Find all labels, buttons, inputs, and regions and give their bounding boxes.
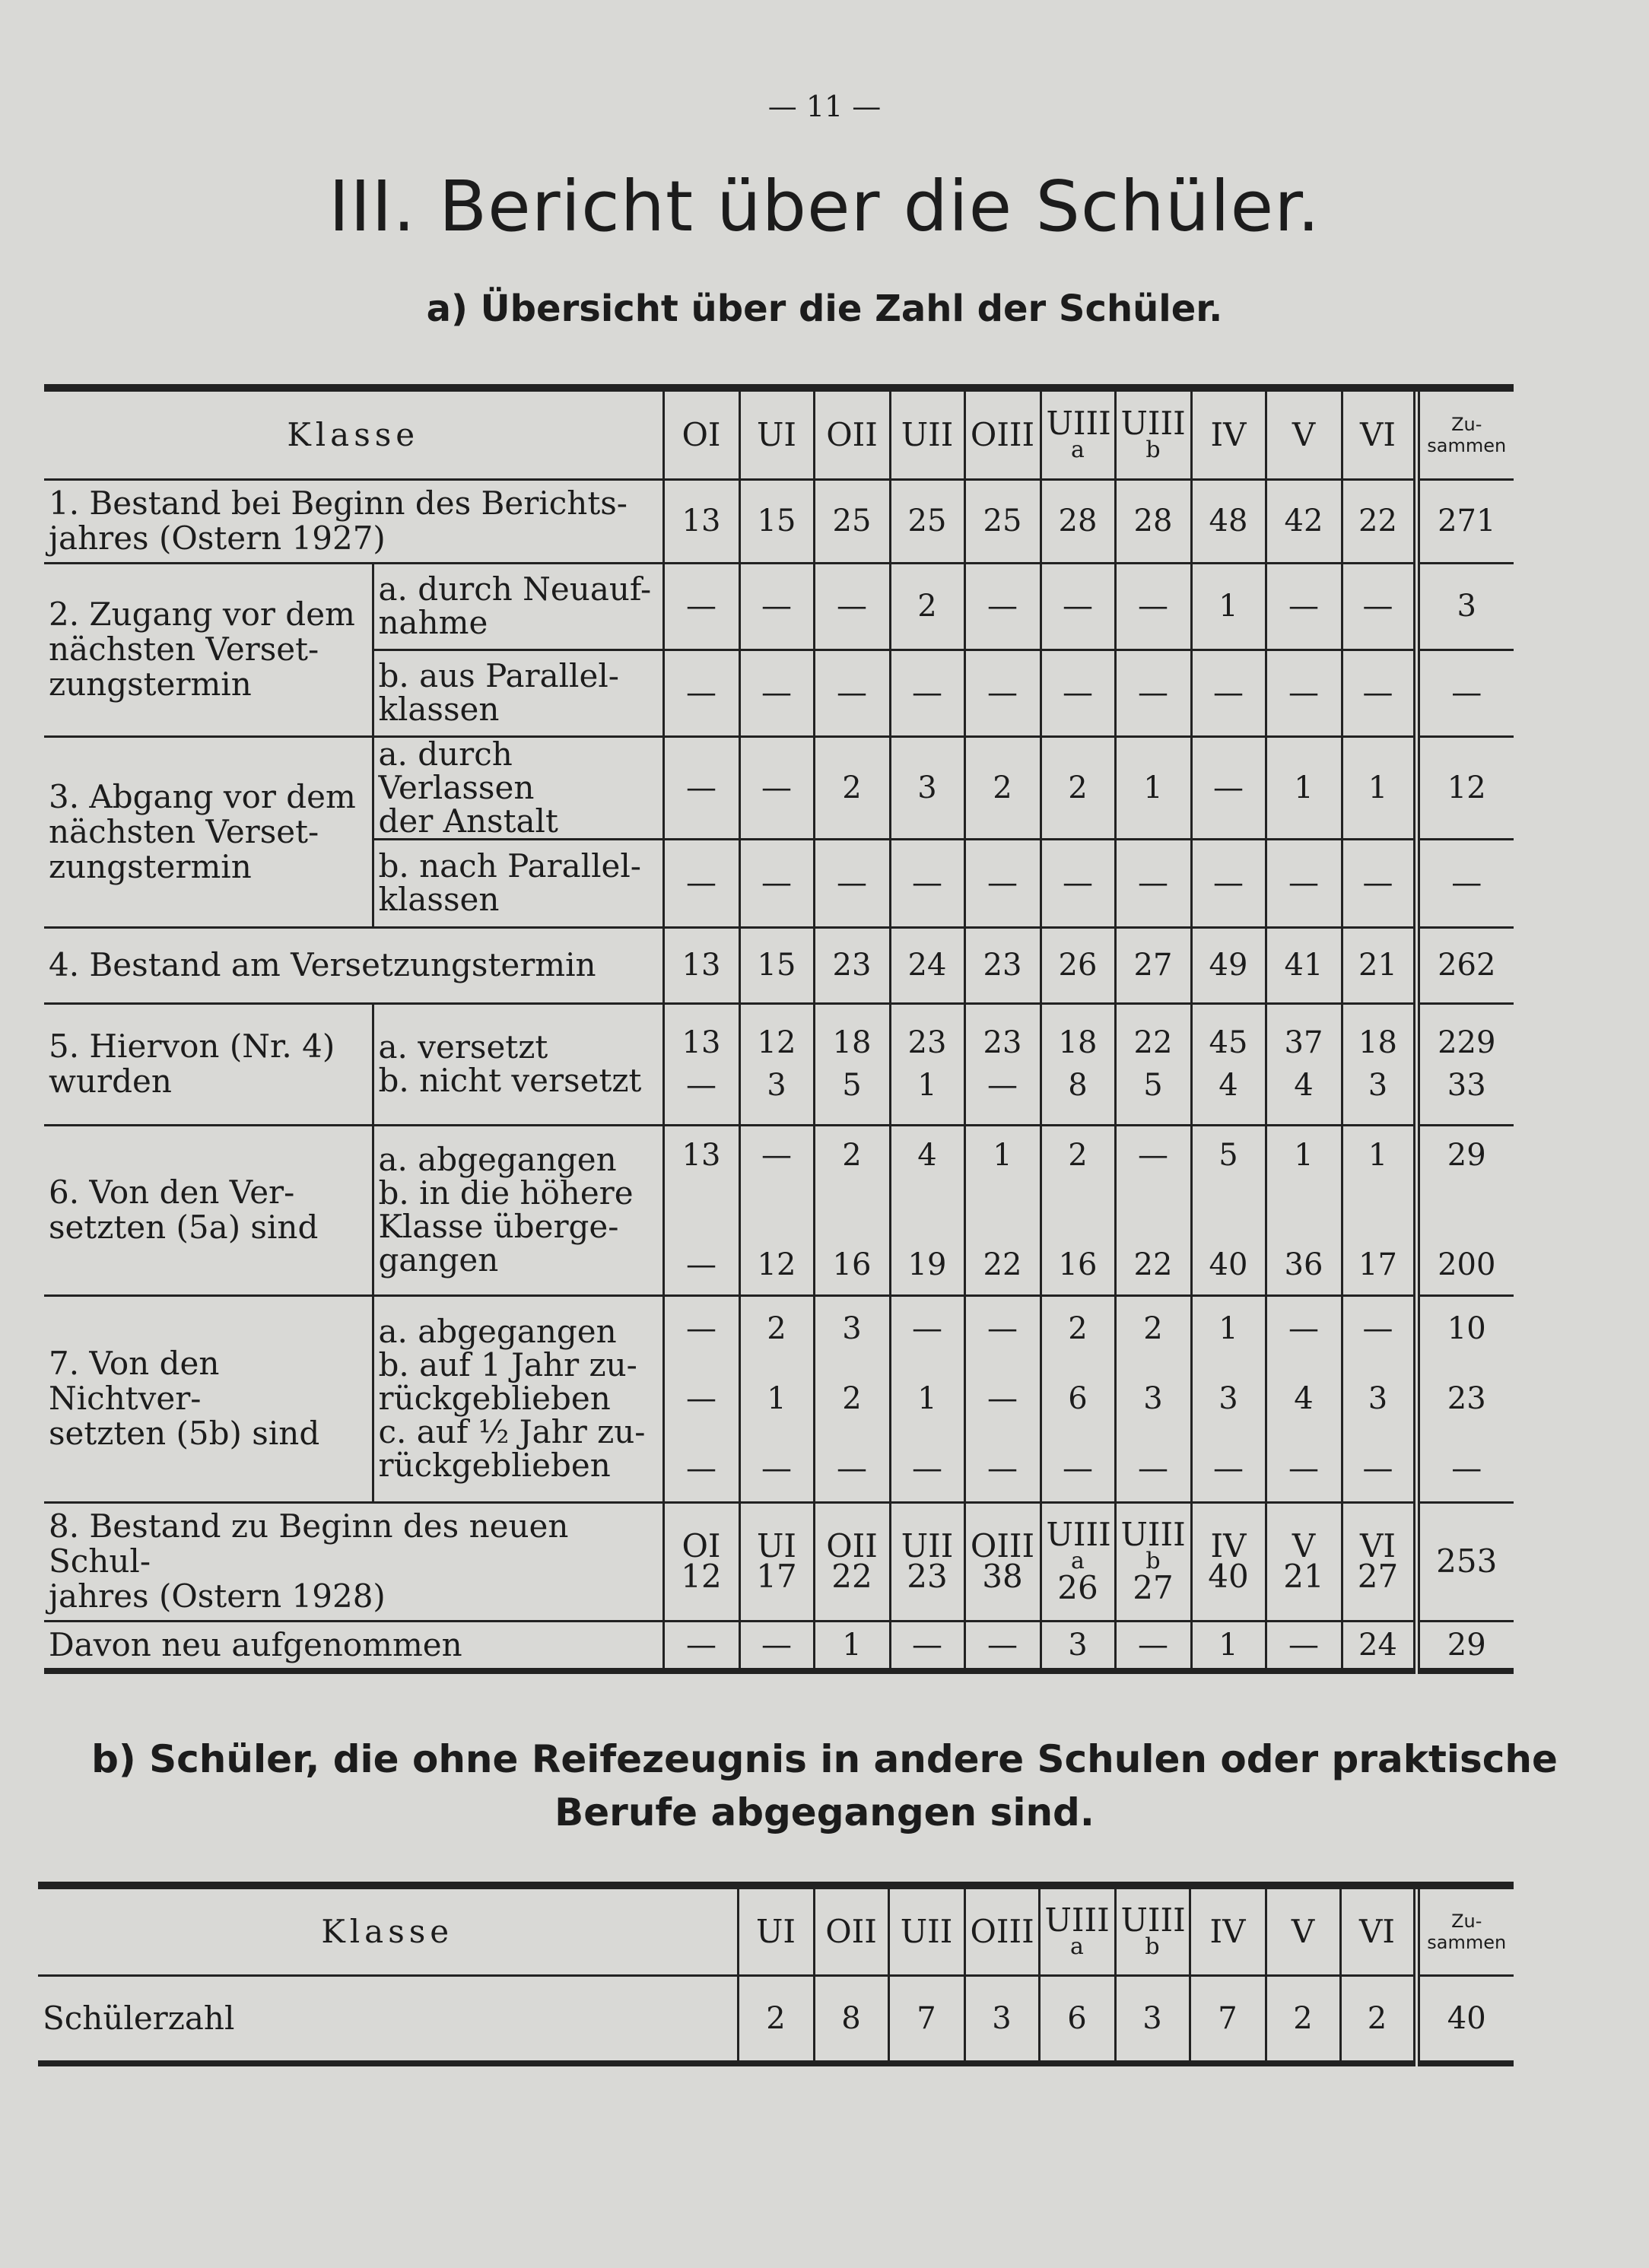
value-cell: — 4 — [1266, 1295, 1342, 1502]
value-cell: 37 4 [1266, 1003, 1342, 1125]
value-cell: 3 [1041, 1621, 1115, 1671]
value-cell: 1 3 — [1191, 1295, 1266, 1502]
header-class-cell: V [1266, 1885, 1340, 1975]
value-cell: — [1191, 736, 1266, 839]
sub-label: a. durch Verlassen der Anstalt [373, 736, 663, 839]
header-klasse: Klasse [287, 416, 420, 454]
row-label: 4. Bestand am Versetzungstermin [49, 946, 596, 983]
sub-label: a. abgegangen b. in die höhere Klasse überge- gangen [373, 1125, 663, 1295]
value-cell: — 22 [1115, 1125, 1191, 1295]
value-cell: — [739, 563, 814, 650]
total-cell: 40 [1416, 1975, 1514, 2063]
total-cell: 10 23 — [1416, 1295, 1514, 1502]
row-label: 6. Von den Ver- setzten (5a) sind [49, 1174, 319, 1246]
value-cell: 49 [1191, 927, 1266, 1003]
value-cell: OIII 38 [964, 1502, 1041, 1621]
header-class-cell: UIII b [1115, 388, 1191, 479]
value-cell: 23 — [964, 1003, 1041, 1125]
value-cell: 8 [814, 1975, 888, 2063]
value-cell: — [1266, 1621, 1342, 1671]
row-4 [44, 927, 1514, 1003]
header-class-cell: OIII [964, 1885, 1039, 1975]
value-cell: — [814, 650, 890, 736]
value-cell: 1 [1342, 736, 1416, 839]
value-cell: 28 [1115, 479, 1191, 563]
value-cell: — [1342, 563, 1416, 650]
total-cell: 271 [1416, 479, 1514, 563]
value-cell: 2 1 — [739, 1295, 814, 1502]
header-class-cell: VI [1342, 388, 1416, 479]
sub-label: a. versetzt b. nicht versetzt [373, 1003, 663, 1125]
table-header-row [38, 1885, 1514, 1975]
value-cell: — [663, 1621, 739, 1671]
value-cell: 41 [1266, 927, 1342, 1003]
value-cell: 26 [1041, 927, 1115, 1003]
page-title: III. Bericht über die Schüler. [329, 166, 1320, 247]
value-cell: 1 [1115, 736, 1191, 839]
value-cell: — [964, 839, 1041, 927]
total-cell: 229 33 [1416, 1003, 1514, 1125]
total-cell: 29 200 [1416, 1125, 1514, 1295]
value-cell: — [739, 736, 814, 839]
total-cell: — [1416, 839, 1514, 927]
row-1 [44, 479, 1514, 563]
value-cell: — [814, 839, 890, 927]
header-class-cell: UIII a [1039, 1885, 1115, 1975]
value-cell: — 12 [739, 1125, 814, 1295]
header-class-cell: UI [738, 1885, 814, 1975]
value-cell: 25 [890, 479, 964, 563]
students-overview-table [44, 384, 1514, 1674]
value-cell: 5 40 [1191, 1125, 1266, 1295]
value-cell: 2 16 [1041, 1125, 1115, 1295]
value-cell: 24 [1342, 1621, 1416, 1671]
value-cell: 18 8 [1041, 1003, 1115, 1125]
value-cell: 27 [1115, 927, 1191, 1003]
table-header-row [44, 388, 1514, 479]
value-cell: — [964, 563, 1041, 650]
value-cell: — [890, 839, 964, 927]
value-cell: 2 [1041, 736, 1115, 839]
value-cell: 13 — [663, 1125, 739, 1295]
value-cell: — [1041, 650, 1115, 736]
value-cell: — [739, 839, 814, 927]
header-class-cell: IV [1190, 1885, 1266, 1975]
value-cell: 2 [1340, 1975, 1416, 2063]
row-label: 1. Bestand bei Beginn des Berichts- jahres (Ostern 1927) [49, 484, 628, 557]
header-class-cell: V [1266, 388, 1342, 479]
row-label: 8. Bestand zu Beginn des neuen Schul- jahres (Ostern 1928) [49, 1507, 569, 1615]
header-class-cell: UIII b [1115, 1885, 1190, 1975]
value-cell: 23 1 [890, 1003, 964, 1125]
total-cell: 262 [1416, 927, 1514, 1003]
departed-students-table [38, 1882, 1514, 2066]
value-cell: 1 [1191, 1621, 1266, 1671]
value-cell: 45 4 [1191, 1003, 1266, 1125]
section-b-heading: b) Schüler, die ohne Reifezeugnis in andere Schulen oder praktische Berufe abgegangen sind. [91, 1737, 1558, 1834]
value-cell: 13 [663, 927, 739, 1003]
value-cell: 7 [888, 1975, 964, 2063]
row-7 [44, 1295, 1514, 1502]
sub-label: b. nach Parallel- klassen [373, 839, 663, 927]
value-cell: — [1266, 563, 1342, 650]
row-label: Schülerzahl [43, 1999, 235, 2037]
header-klasse: Klasse [321, 1913, 454, 1951]
value-cell: 22 5 [1115, 1003, 1191, 1125]
value-cell: OI 12 [663, 1502, 739, 1621]
row-schuelerzahl [38, 1975, 1514, 2063]
value-cell: — [1041, 563, 1115, 650]
value-cell: — [1342, 650, 1416, 736]
value-cell: — [663, 650, 739, 736]
page-number: — 11 — [767, 90, 882, 123]
total-cell: — [1416, 650, 1514, 736]
value-cell: — 1 — [890, 1295, 964, 1502]
value-cell: 4 19 [890, 1125, 964, 1295]
header-class-cell: UIII a [1041, 388, 1115, 479]
value-cell: — [663, 563, 739, 650]
header-class-cell: UI [739, 388, 814, 479]
header-class-cell: OI [663, 388, 739, 479]
value-cell: 28 [1041, 479, 1115, 563]
value-cell: — [1191, 839, 1266, 927]
value-cell: — 3 — [1342, 1295, 1416, 1502]
value-cell: 23 [964, 927, 1041, 1003]
row-label: 7. Von den Nichtver- setzten (5b) sind [49, 1345, 320, 1452]
row-9 [44, 1621, 1514, 1671]
value-cell: — [663, 736, 739, 839]
value-cell: IV 40 [1191, 1502, 1266, 1621]
row-label: 2. Zugang vor dem nächsten Verset- zungstermin [49, 596, 355, 703]
value-cell: — [1041, 839, 1115, 927]
value-cell: UIII b 27 [1115, 1502, 1191, 1621]
value-cell: 24 [890, 927, 964, 1003]
value-cell: — [1115, 650, 1191, 736]
value-cell: 42 [1266, 479, 1342, 563]
sub-label: a. abgegangen b. auf 1 Jahr zu- rückgeblieben c. auf ½ Jahr zu- rückgeblieben [373, 1295, 663, 1502]
value-cell: — [1342, 839, 1416, 927]
value-cell: 2 [964, 736, 1041, 839]
value-cell: — [1115, 563, 1191, 650]
row-label: 3. Abgang vor dem nächsten Verset- zungstermin [49, 777, 356, 885]
value-cell: — [1115, 839, 1191, 927]
value-cell: — [663, 839, 739, 927]
value-cell: — [890, 1621, 964, 1671]
sub-label: b. aus Parallel- klassen [373, 650, 663, 736]
value-cell: 7 [1190, 1975, 1266, 2063]
header-class-cell: UII [888, 1885, 964, 1975]
value-cell: 1 17 [1342, 1125, 1416, 1295]
header-class-cell: OII [814, 388, 890, 479]
total-cell: 253 [1416, 1502, 1514, 1621]
value-cell: 15 [739, 479, 814, 563]
row-label: 5. Hiervon (Nr. 4) wurden [49, 1028, 335, 1100]
value-cell: 2 [738, 1975, 814, 2063]
value-cell: — [1266, 650, 1342, 736]
value-cell: 6 [1039, 1975, 1115, 2063]
header-class-cell: IV [1191, 388, 1266, 479]
value-cell: UI 17 [739, 1502, 814, 1621]
value-cell: 1 36 [1266, 1125, 1342, 1295]
value-cell: 2 [814, 736, 890, 839]
value-cell: UIII a 26 [1041, 1502, 1115, 1621]
value-cell: — — — [964, 1295, 1041, 1502]
value-cell: 1 [814, 1621, 890, 1671]
value-cell: 15 [739, 927, 814, 1003]
value-cell: 21 [1342, 927, 1416, 1003]
value-cell: 18 3 [1342, 1003, 1416, 1125]
value-cell: — [1191, 650, 1266, 736]
row-2a [44, 563, 1514, 650]
value-cell: 2 3 — [1115, 1295, 1191, 1502]
header-total: Zu- sammen [1416, 1885, 1514, 1975]
row-3a [44, 736, 1514, 839]
value-cell: 1 22 [964, 1125, 1041, 1295]
value-cell: — [1115, 1621, 1191, 1671]
header-class-cell: OII [814, 1885, 888, 1975]
row-8 [44, 1502, 1514, 1621]
value-cell: 3 2 — [814, 1295, 890, 1502]
value-cell: 3 [890, 736, 964, 839]
value-cell: — [890, 650, 964, 736]
value-cell: UII 23 [890, 1502, 964, 1621]
value-cell: 1 [1266, 736, 1342, 839]
value-cell: 13 — [663, 1003, 739, 1125]
value-cell: 13 [663, 479, 739, 563]
value-cell: — [964, 650, 1041, 736]
sub-label: a. durch Neuauf- nahme [373, 563, 663, 650]
total-cell: 12 [1416, 736, 1514, 839]
total-cell: 3 [1416, 563, 1514, 650]
header-class-cell: UII [890, 388, 964, 479]
value-cell: 48 [1191, 479, 1266, 563]
section-a-heading: a) Übersicht über die Zahl der Schüler. [426, 287, 1223, 330]
value-cell: — [739, 650, 814, 736]
value-cell: — — — [663, 1295, 739, 1502]
row-label: Davon neu aufgenommen [49, 1625, 462, 1663]
value-cell: 3 [1115, 1975, 1190, 2063]
value-cell: — [964, 1621, 1041, 1671]
value-cell: — [1266, 839, 1342, 927]
value-cell: 25 [814, 479, 890, 563]
value-cell: 22 [1342, 479, 1416, 563]
value-cell: 18 5 [814, 1003, 890, 1125]
value-cell: — [739, 1621, 814, 1671]
value-cell: 12 3 [739, 1003, 814, 1125]
header-class-cell: VI [1340, 1885, 1416, 1975]
value-cell: V 21 [1266, 1502, 1342, 1621]
value-cell: 1 [1191, 563, 1266, 650]
row-5 [44, 1003, 1514, 1125]
total-cell: 29 [1416, 1621, 1514, 1671]
value-cell: 2 [1266, 1975, 1340, 2063]
value-cell: 23 [814, 927, 890, 1003]
header-total: Zu- sammen [1416, 388, 1514, 479]
header-class-cell: OIII [964, 388, 1041, 479]
value-cell: 3 [964, 1975, 1039, 2063]
value-cell: VI 27 [1342, 1502, 1416, 1621]
value-cell: 2 [890, 563, 964, 650]
value-cell: — [814, 563, 890, 650]
value-cell: 25 [964, 479, 1041, 563]
value-cell: OII 22 [814, 1502, 890, 1621]
value-cell: 2 6 — [1041, 1295, 1115, 1502]
row-6 [44, 1125, 1514, 1295]
value-cell: 2 16 [814, 1125, 890, 1295]
